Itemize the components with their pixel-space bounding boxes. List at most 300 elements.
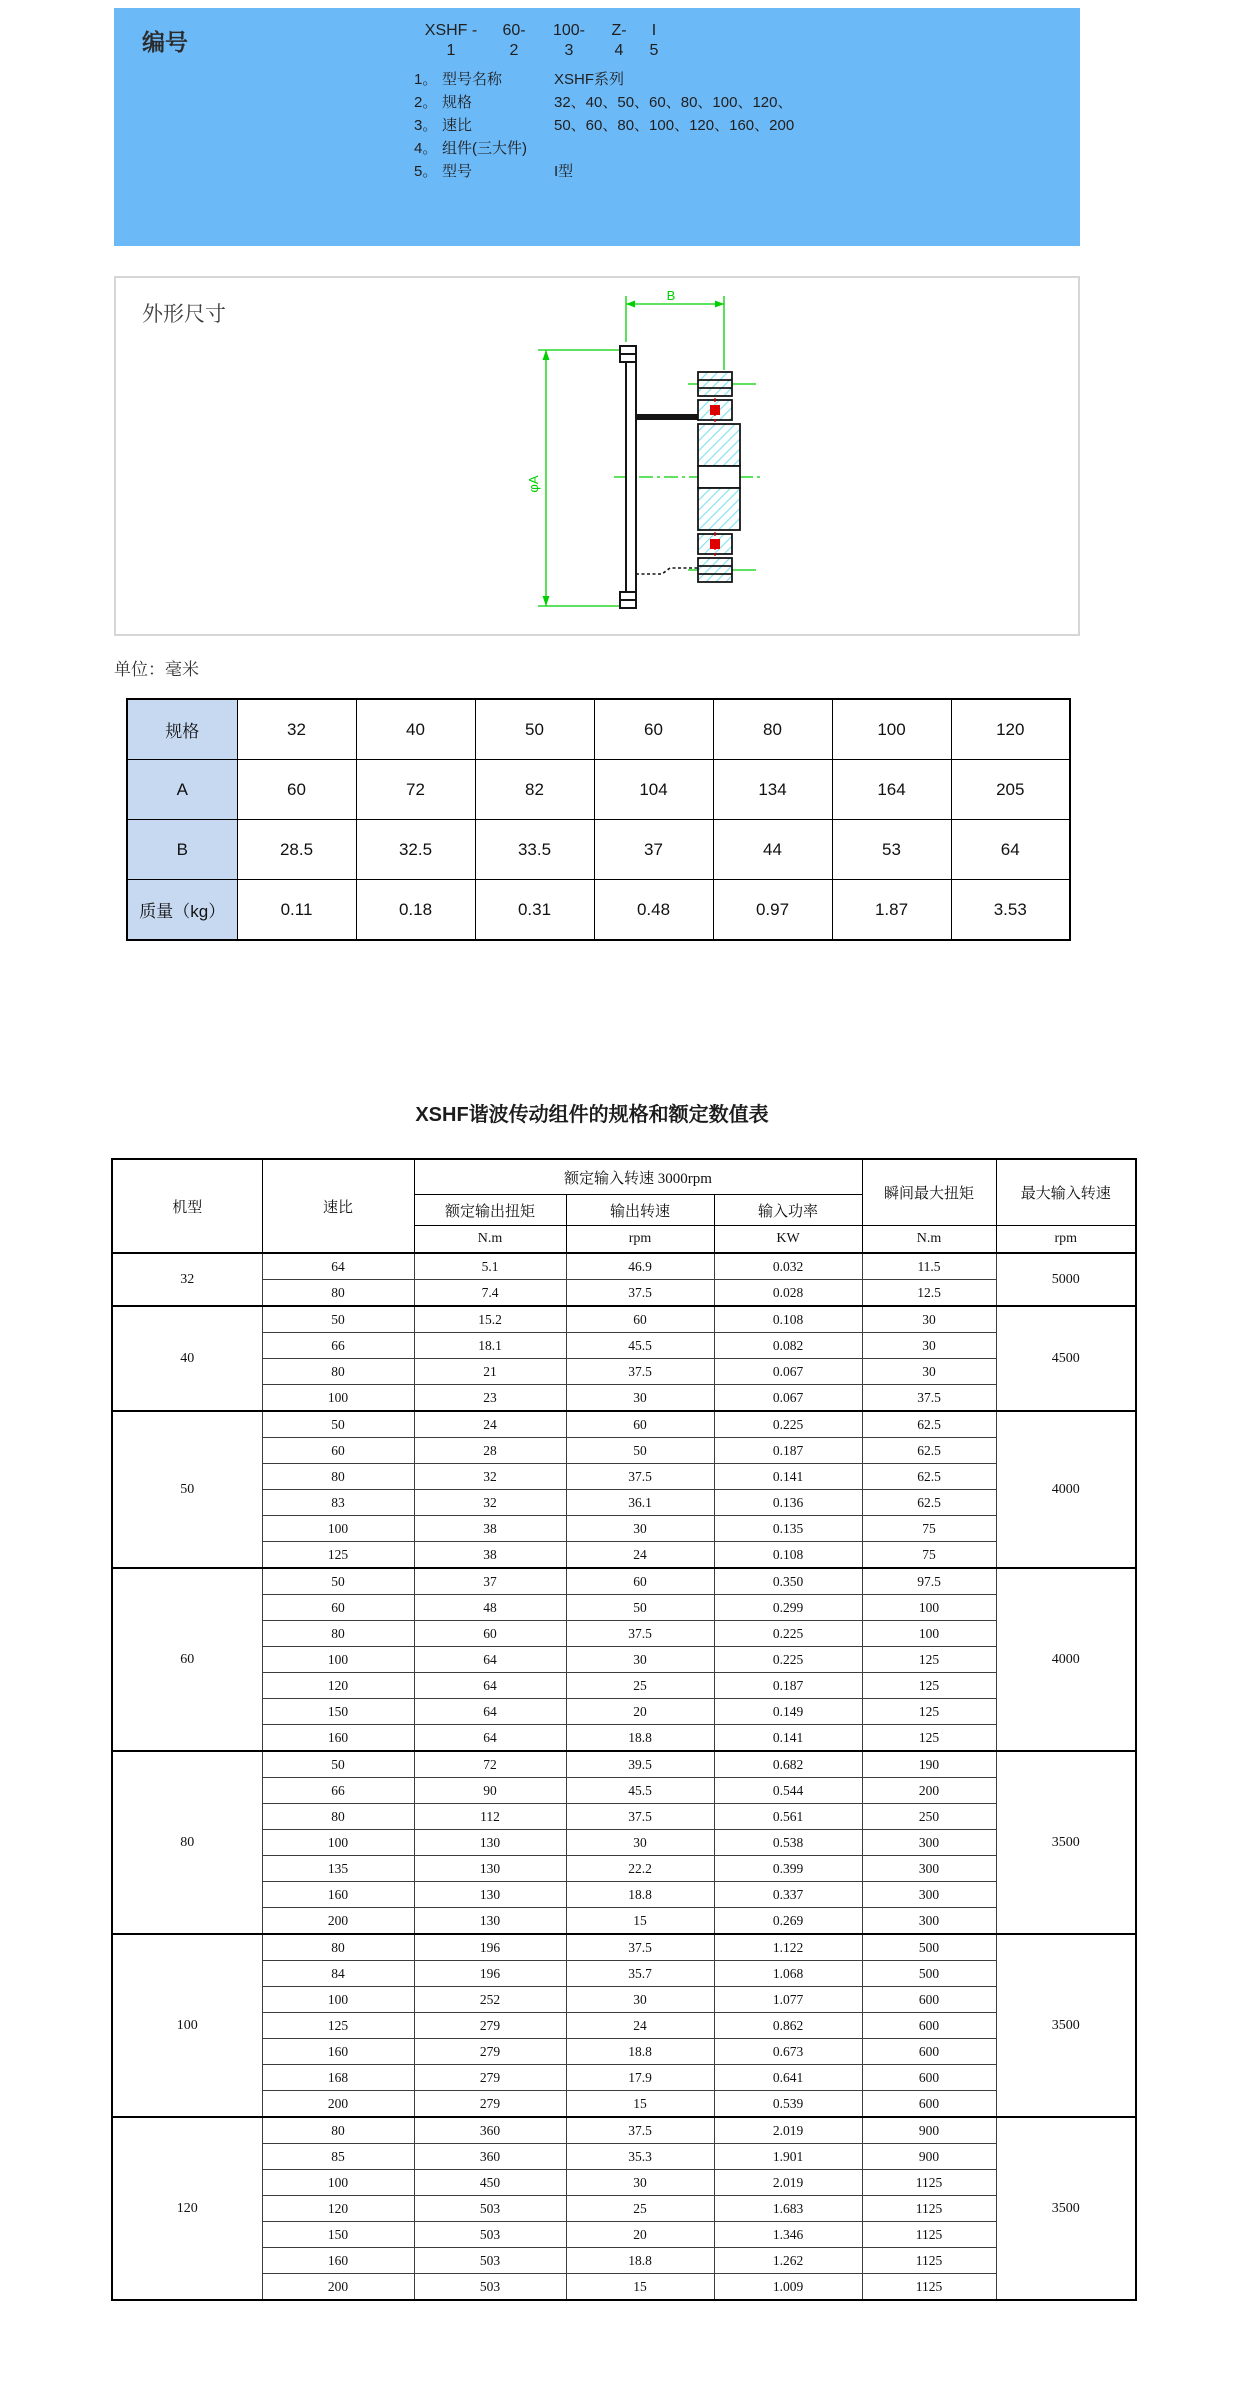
table-cell: 64 <box>951 820 1070 880</box>
table-cell: 196 <box>414 1961 566 1987</box>
table-cell: 503 <box>414 2248 566 2274</box>
table-cell: 503 <box>414 2196 566 2222</box>
table-cell: 12.5 <box>862 1280 996 1307</box>
table-cell: 0.11 <box>237 880 356 941</box>
table-row <box>112 1595 1136 1621</box>
table-cell: 1.901 <box>714 2144 862 2170</box>
table-cell: 0.225 <box>714 1647 862 1673</box>
table-cell: 0.18 <box>356 880 475 941</box>
table-row <box>112 1778 1136 1804</box>
table-row <box>112 2117 1136 2144</box>
legend-label: 组件(三大件) <box>442 140 527 157</box>
table-cell: 32 <box>237 699 356 760</box>
table-cell: 0.225 <box>714 1411 862 1438</box>
unit-max-input-speed: rpm <box>996 1226 1136 1254</box>
spec-table-head <box>112 1159 1136 1253</box>
dim-b-label: B <box>666 288 676 303</box>
table-cell: 200 <box>262 2274 414 2301</box>
table-cell: 252 <box>414 1987 566 2013</box>
coding-area <box>414 22 794 183</box>
table-cell: 120 <box>262 1673 414 1699</box>
table-cell: 64 <box>414 1699 566 1725</box>
legend-label: 型号 <box>442 163 473 180</box>
table-cell: 360 <box>414 2117 566 2144</box>
table-cell: 72 <box>356 760 475 820</box>
table-row <box>112 2039 1136 2065</box>
table-cell: 62.5 <box>862 1411 996 1438</box>
table-cell: 279 <box>414 2039 566 2065</box>
table-cell: 60 <box>414 1621 566 1647</box>
table-cell: 64 <box>262 1253 414 1280</box>
table-cell: 18.1 <box>414 1333 566 1359</box>
table-cell: 0.225 <box>714 1621 862 1647</box>
table-row <box>112 1490 1136 1516</box>
table-row <box>112 1359 1136 1385</box>
table-row <box>112 1934 1136 1961</box>
table-row <box>112 1856 1136 1882</box>
spec-table-body <box>112 1253 1136 2300</box>
table-cell: 500 <box>862 1934 996 1961</box>
table-cell: 38 <box>414 1516 566 1542</box>
code-part: Z- <box>611 22 627 39</box>
table-row <box>112 1673 1136 1699</box>
table-cell: 7.4 <box>414 1280 566 1307</box>
col-header-output-torque: 额定输出扭矩 <box>414 1195 566 1226</box>
table-cell: 37.5 <box>566 2117 714 2144</box>
table-cell: 80 <box>262 1464 414 1490</box>
web-bottom-hidden <box>636 568 698 574</box>
table-cell: 279 <box>414 2013 566 2039</box>
table-cell: 38 <box>414 1542 566 1569</box>
legend-number: 4。 <box>414 140 438 157</box>
table-cell: 66 <box>262 1778 414 1804</box>
table-cell: 40 <box>356 699 475 760</box>
table-cell: 600 <box>862 2039 996 2065</box>
model-cell: 32 <box>112 1253 262 1306</box>
table-cell: 600 <box>862 2091 996 2118</box>
table-cell: 44 <box>713 820 832 880</box>
table-row <box>112 1908 1136 1935</box>
table-cell: 75 <box>862 1542 996 1569</box>
model-cell: 120 <box>112 2117 262 2300</box>
table-cell: 100 <box>262 1385 414 1412</box>
table-cell: 600 <box>862 1987 996 2013</box>
table-cell: 24 <box>414 1411 566 1438</box>
table-cell: 150 <box>262 1699 414 1725</box>
table-row <box>112 2222 1136 2248</box>
table-cell: 0.337 <box>714 1882 862 1908</box>
dim-b-lines <box>626 296 724 370</box>
table-row <box>112 1568 1136 1595</box>
unit-output-speed: rpm <box>566 1226 714 1254</box>
table-cell: 300 <box>862 1908 996 1935</box>
code-index: 3 <box>564 42 574 59</box>
table-cell: 0.032 <box>714 1253 862 1280</box>
table-cell: 30 <box>862 1359 996 1385</box>
table-cell: 0.269 <box>714 1908 862 1935</box>
table-cell: 900 <box>862 2144 996 2170</box>
table-cell: 0.108 <box>714 1306 862 1333</box>
table-cell: 0.299 <box>714 1595 862 1621</box>
table-cell: 100 <box>262 1516 414 1542</box>
table-cell: 32 <box>414 1490 566 1516</box>
table-cell: 50 <box>262 1751 414 1778</box>
table-row <box>112 2248 1136 2274</box>
table-cell: 83 <box>262 1490 414 1516</box>
col-header-model: 机型 <box>112 1159 262 1253</box>
table-cell: 50 <box>566 1595 714 1621</box>
table-cell: 500 <box>862 1961 996 1987</box>
hub-section <box>698 372 740 582</box>
table-cell: 160 <box>262 1882 414 1908</box>
table-cell: 25 <box>566 1673 714 1699</box>
table-cell: 200 <box>262 1908 414 1935</box>
table-cell: 0.97 <box>713 880 832 941</box>
table-cell: 80 <box>262 1359 414 1385</box>
table-cell: 62.5 <box>862 1464 996 1490</box>
col-header-input-power: 输入功率 <box>714 1195 862 1226</box>
table-row <box>112 1438 1136 1464</box>
table-cell: 250 <box>862 1804 996 1830</box>
col-header-rated-input-speed: 额定输入转速 3000rpm <box>414 1159 862 1195</box>
table-row <box>112 2065 1136 2091</box>
table-cell: 100 <box>262 2170 414 2196</box>
table-cell: 18.8 <box>566 2248 714 2274</box>
table-cell: 37.5 <box>566 1280 714 1307</box>
table-cell: 125 <box>862 1725 996 1752</box>
table-cell: 84 <box>262 1961 414 1987</box>
table-cell: 5.1 <box>414 1253 566 1280</box>
table-cell: 82 <box>475 760 594 820</box>
table-cell: 1.068 <box>714 1961 862 1987</box>
table-cell: 35.7 <box>566 1961 714 1987</box>
table-cell: 50 <box>475 699 594 760</box>
table-row <box>112 1804 1136 1830</box>
table-row <box>112 1411 1136 1438</box>
table-cell: 15 <box>566 2091 714 2118</box>
table-cell: 130 <box>414 1856 566 1882</box>
table-cell: 53 <box>832 820 951 880</box>
table-cell: 0.539 <box>714 2091 862 2118</box>
table-cell: 80 <box>262 1934 414 1961</box>
table-cell: 62.5 <box>862 1438 996 1464</box>
dim-a-label: φA <box>526 475 541 493</box>
table-cell: 35.3 <box>566 2144 714 2170</box>
model-cell: 60 <box>112 1568 262 1751</box>
col-header-max-torque: 瞬间最大扭矩 <box>862 1159 996 1226</box>
table-cell: 0.561 <box>714 1804 862 1830</box>
table-cell: 120 <box>951 699 1070 760</box>
max-input-speed-cell: 4000 <box>996 1568 1136 1751</box>
table-cell: 66 <box>262 1333 414 1359</box>
legend-value: XSHF系列 <box>554 71 625 88</box>
table-cell: 48 <box>414 1595 566 1621</box>
table-cell: 300 <box>862 1830 996 1856</box>
table-cell: 32.5 <box>356 820 475 880</box>
outline-dimensions-title: 外形尺寸 <box>142 303 226 326</box>
table-cell: 0.082 <box>714 1333 862 1359</box>
table-cell: 45.5 <box>566 1333 714 1359</box>
row-header-cell: 质量（kg） <box>127 880 237 941</box>
legend-label: 速比 <box>442 117 473 134</box>
col-header-max-input-speed: 最大输入转速 <box>996 1159 1136 1226</box>
max-input-speed-cell: 4500 <box>996 1306 1136 1411</box>
code-index: 4 <box>614 42 624 59</box>
table-cell: 64 <box>414 1647 566 1673</box>
table-cell: 18.8 <box>566 2039 714 2065</box>
table-cell: 1125 <box>862 2222 996 2248</box>
table-cell: 100 <box>862 1595 996 1621</box>
legend-row <box>414 68 794 91</box>
table-cell: 64 <box>414 1725 566 1752</box>
table-cell: 1125 <box>862 2196 996 2222</box>
table-cell: 32 <box>414 1464 566 1490</box>
table-cell: 0.141 <box>714 1464 862 1490</box>
table-cell: 360 <box>414 2144 566 2170</box>
table-cell: 24 <box>566 2013 714 2039</box>
table-cell: 97.5 <box>862 1568 996 1595</box>
table-cell: 50 <box>262 1411 414 1438</box>
table-cell: 37.5 <box>566 1464 714 1490</box>
table-cell: 80 <box>713 699 832 760</box>
table-cell: 190 <box>862 1751 996 1778</box>
table-cell: 18.8 <box>566 1882 714 1908</box>
table-cell: 130 <box>414 1830 566 1856</box>
table-cell: 503 <box>414 2274 566 2301</box>
table-cell: 0.682 <box>714 1751 862 1778</box>
table-cell: 37 <box>594 820 713 880</box>
table-cell: 100 <box>262 1830 414 1856</box>
table-cell: 200 <box>262 2091 414 2118</box>
code-index: 2 <box>509 42 519 59</box>
table-cell: 196 <box>414 1934 566 1961</box>
table-cell: 300 <box>862 1856 996 1882</box>
legend-number: 3。 <box>414 117 438 134</box>
table-cell: 0.136 <box>714 1490 862 1516</box>
table-cell: 0.067 <box>714 1385 862 1412</box>
table-cell: 1.87 <box>832 880 951 941</box>
table-cell: 18.8 <box>566 1725 714 1752</box>
dim-a-arrow-top <box>543 350 550 360</box>
outline-dimensions-panel <box>114 276 1080 636</box>
table-cell: 125 <box>262 2013 414 2039</box>
table-cell: 30 <box>566 1516 714 1542</box>
table-cell: 0.067 <box>714 1359 862 1385</box>
table-row <box>112 1280 1136 1307</box>
table-cell: 15 <box>566 2274 714 2301</box>
table-row <box>112 1253 1136 1280</box>
table-cell: 279 <box>414 2065 566 2091</box>
legend-number: 5。 <box>414 163 438 180</box>
table-cell: 100 <box>862 1621 996 1647</box>
table-cell: 0.108 <box>714 1542 862 1569</box>
table-cell: 279 <box>414 2091 566 2118</box>
table-cell: 60 <box>237 760 356 820</box>
max-input-speed-cell: 5000 <box>996 1253 1136 1306</box>
legend-number: 1。 <box>414 71 438 88</box>
table-cell: 300 <box>862 1882 996 1908</box>
table-cell: 33.5 <box>475 820 594 880</box>
table-cell: 134 <box>713 760 832 820</box>
coding-legend <box>414 68 794 183</box>
max-input-speed-cell: 3500 <box>996 1751 1136 1934</box>
table-cell: 30 <box>566 1987 714 2013</box>
unit-max-torque: N.m <box>862 1226 996 1254</box>
table-cell: 60 <box>566 1411 714 1438</box>
table-cell: 205 <box>951 760 1070 820</box>
table-cell: 28.5 <box>237 820 356 880</box>
table-row <box>112 1961 1136 1987</box>
table-cell: 75 <box>862 1516 996 1542</box>
legend-value: I型 <box>554 163 574 180</box>
table-cell: 24 <box>566 1542 714 1569</box>
table-row <box>112 1882 1136 1908</box>
table-cell: 15 <box>566 1908 714 1935</box>
table-cell: 37.5 <box>862 1385 996 1412</box>
table-row <box>112 1751 1136 1778</box>
table-cell: 1.683 <box>714 2196 862 2222</box>
table-cell: 0.028 <box>714 1280 862 1307</box>
table-cell: 0.673 <box>714 2039 862 2065</box>
table-cell: 30 <box>862 1306 996 1333</box>
legend-row <box>414 137 794 160</box>
table-cell: 1.009 <box>714 2274 862 2301</box>
table-cell: 30 <box>566 2170 714 2196</box>
table-cell: 37.5 <box>566 1621 714 1647</box>
table-cell: 160 <box>262 2039 414 2065</box>
spec-table <box>111 1158 1137 2301</box>
table-cell: 50 <box>262 1568 414 1595</box>
table-cell: 60 <box>594 699 713 760</box>
model-cell: 100 <box>112 1934 262 2117</box>
table-cell: 30 <box>566 1385 714 1412</box>
table-cell: 1.262 <box>714 2248 862 2274</box>
table-cell: 100 <box>832 699 951 760</box>
legend-row <box>414 160 794 183</box>
coding-title: 编号 <box>142 29 188 55</box>
table-cell: 37.5 <box>566 1804 714 1830</box>
table-row <box>112 2091 1136 2118</box>
table-cell: 20 <box>566 1699 714 1725</box>
table-cell: 0.135 <box>714 1516 862 1542</box>
table-cell: 600 <box>862 2013 996 2039</box>
code-part: I <box>651 22 657 39</box>
dim-a-arrow-bottom <box>543 596 550 606</box>
table-row <box>112 1464 1136 1490</box>
code-part: XSHF - <box>424 22 478 39</box>
table-cell: 0.187 <box>714 1673 862 1699</box>
table-row <box>127 699 1070 760</box>
table-cell: 125 <box>262 1542 414 1569</box>
table-cell: 2.019 <box>714 2170 862 2196</box>
table-cell: 30 <box>566 1647 714 1673</box>
table-row <box>112 1830 1136 1856</box>
legend-label: 型号名称 <box>442 71 503 88</box>
table-cell: 160 <box>262 2248 414 2274</box>
table-cell: 450 <box>414 2170 566 2196</box>
table-cell: 0.350 <box>714 1568 862 1595</box>
table-cell: 1125 <box>862 2248 996 2274</box>
table-row <box>127 760 1070 820</box>
row-header-cell: B <box>127 820 237 880</box>
table-cell: 164 <box>832 760 951 820</box>
model-cell: 80 <box>112 1751 262 1934</box>
table-cell: 85 <box>262 2144 414 2170</box>
dim-a-lines <box>538 350 624 606</box>
table-cell: 1.346 <box>714 2222 862 2248</box>
table-cell: 160 <box>262 1725 414 1752</box>
table-cell: 64 <box>414 1673 566 1699</box>
table-cell: 15.2 <box>414 1306 566 1333</box>
legend-row <box>414 91 794 114</box>
table-cell: 20 <box>566 2222 714 2248</box>
table-cell: 45.5 <box>566 1778 714 1804</box>
table-cell: 0.641 <box>714 2065 862 2091</box>
table-cell: 130 <box>414 1882 566 1908</box>
table-cell: 90 <box>414 1778 566 1804</box>
table-cell: 0.862 <box>714 2013 862 2039</box>
dim-b-arrow-left <box>626 301 635 308</box>
table-row <box>112 1516 1136 1542</box>
table-cell: 39.5 <box>566 1751 714 1778</box>
table-cell: 22.2 <box>566 1856 714 1882</box>
table-cell: 60 <box>566 1306 714 1333</box>
table-cell: 1125 <box>862 2170 996 2196</box>
table-row <box>127 820 1070 880</box>
table-cell: 600 <box>862 2065 996 2091</box>
table-cell: 37.5 <box>566 1359 714 1385</box>
table-cell: 1.122 <box>714 1934 862 1961</box>
table-cell: 50 <box>566 1438 714 1464</box>
table-row <box>112 1385 1136 1412</box>
legend-number: 2。 <box>414 94 438 111</box>
table-cell: 0.48 <box>594 880 713 941</box>
row-header-cell: A <box>127 760 237 820</box>
col-header-ratio: 速比 <box>262 1159 414 1253</box>
table-row <box>112 1542 1136 1569</box>
table-cell: 80 <box>262 1621 414 1647</box>
table-cell: 80 <box>262 1804 414 1830</box>
table-cell: 100 <box>262 1647 414 1673</box>
table-cell: 112 <box>414 1804 566 1830</box>
table-cell: 2.019 <box>714 2117 862 2144</box>
table-row <box>112 1647 1136 1673</box>
table-cell: 11.5 <box>862 1253 996 1280</box>
table-cell: 0.187 <box>714 1438 862 1464</box>
model-code-line <box>414 22 794 40</box>
table-row <box>112 1725 1136 1752</box>
table-cell: 1125 <box>862 2274 996 2301</box>
legend-value: 50、60、80、100、120、160、200 <box>554 117 795 134</box>
max-input-speed-cell: 3500 <box>996 1934 1136 2117</box>
table-row <box>112 1333 1136 1359</box>
table-cell: 37 <box>414 1568 566 1595</box>
code-part: 60- <box>502 22 526 39</box>
table-cell: 46.9 <box>566 1253 714 1280</box>
max-input-speed-cell: 4000 <box>996 1411 1136 1568</box>
table-cell: 150 <box>262 2222 414 2248</box>
table-cell: 1.077 <box>714 1987 862 2013</box>
table-cell: 0.141 <box>714 1725 862 1752</box>
table-cell: 900 <box>862 2117 996 2144</box>
table-cell: 30 <box>862 1333 996 1359</box>
table-cell: 125 <box>862 1647 996 1673</box>
table-cell: 168 <box>262 2065 414 2091</box>
table-cell: 130 <box>414 1908 566 1935</box>
table-cell: 21 <box>414 1359 566 1385</box>
code-index: 1 <box>446 42 456 59</box>
table-cell: 125 <box>862 1673 996 1699</box>
